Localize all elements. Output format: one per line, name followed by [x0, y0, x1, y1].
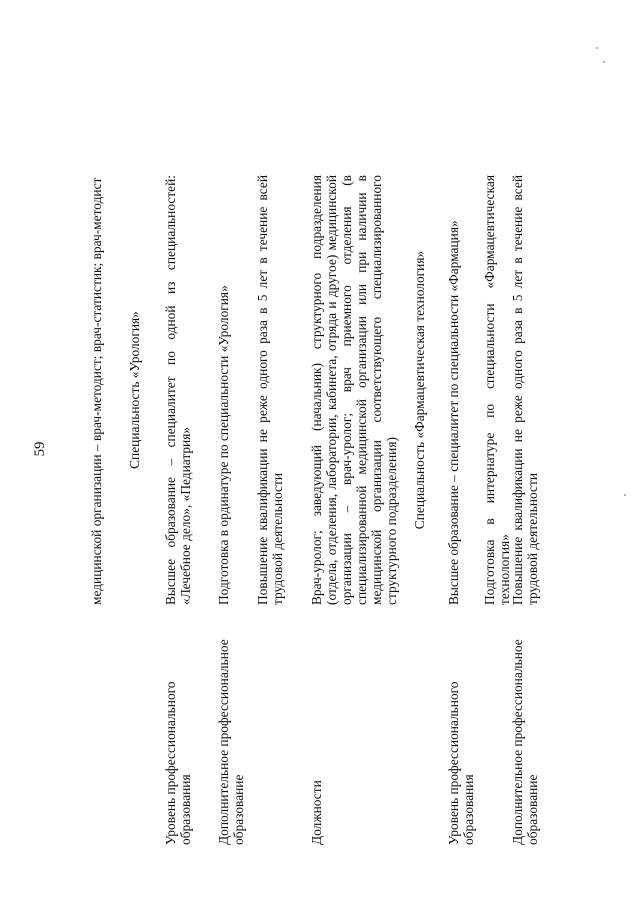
intro-line: медицинской организации – врач-методист; врач-статистик; врач-методист — [89, 177, 104, 605]
label-additional-education: Дополнительное профессиональное образование — [216, 639, 246, 845]
label-education-level: Уровень профессионального образования — [163, 681, 193, 845]
page-number: 59 — [32, 441, 48, 457]
value-qualification-upgrade: Повышение квалификации не реже одного раза в 5 лет в течение всей трудовой деятельности — [510, 175, 540, 605]
label-education-level: Уровень профессионального образования — [446, 681, 476, 845]
section-heading-pharm-tech: Специальность «Фармацевтическая технология» — [412, 250, 427, 530]
label-additional-education: Дополнительное профессиональное образование — [510, 639, 540, 845]
value-qualification-upgrade: Повышение квалификации не реже одного раза в 5 лет в течение всей трудовой деятельности — [255, 175, 285, 605]
section-heading-urology: Специальность «Урология» — [127, 311, 142, 469]
value-education-level: Высшее образование – специалитет по специальности «Фармация» — [446, 220, 461, 605]
value-internship: Подготовка в интернатуре по специальности «Фармацевтическая технология» — [482, 175, 512, 605]
value-positions: Врач-уролог; заведующий (начальник) структурного подразделения (отдела, отделения, лаборатории, кабинета, отряда и другое) медицинской организации – врач-уролог; врач приемного отделения (в специализированной медицинской организации или при наличии в медицинской организации соответствующего специализированного структурного подразделения) — [309, 175, 399, 605]
label-positions: Должности — [309, 780, 324, 845]
value-residency: Подготовка в ординатуре по специальности «Урология» — [216, 285, 231, 605]
value-education-level: Высшее образование – специалитет по одной из специальностей: «Лечебное дело», «Педиатрия» — [163, 175, 193, 605]
